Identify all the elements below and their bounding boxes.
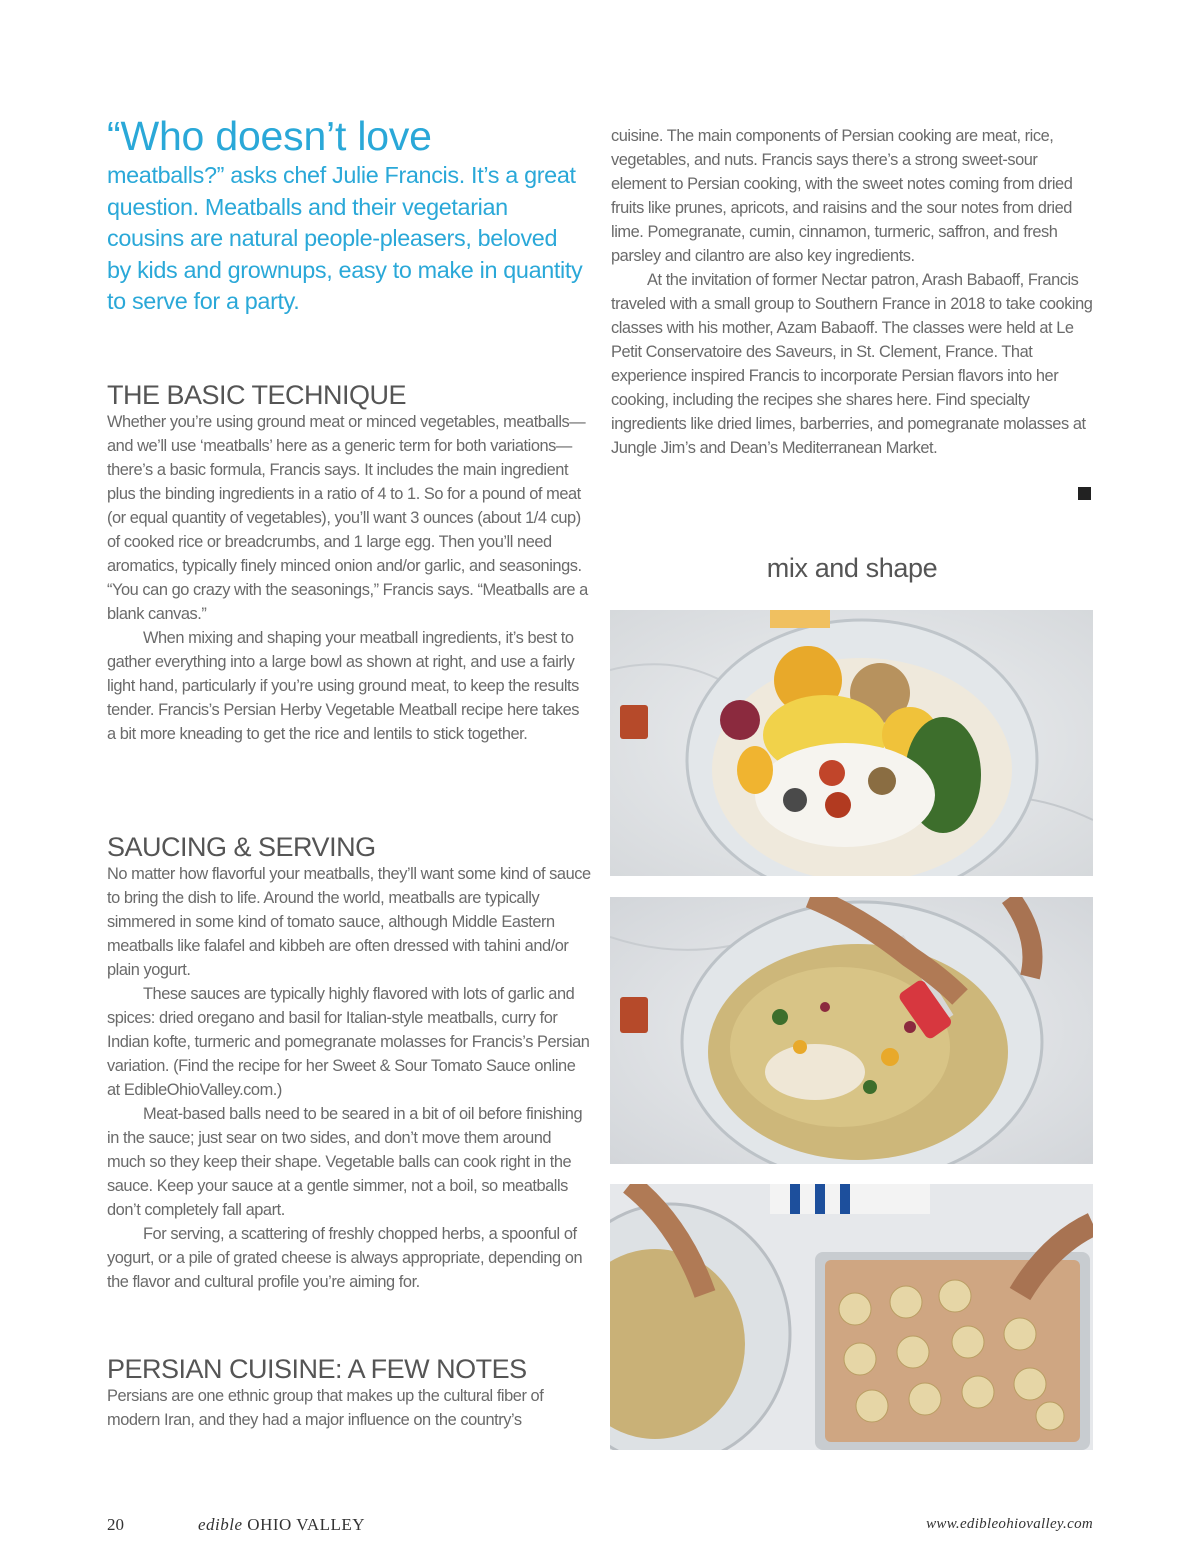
paragraph: Meat-based balls need to be seared in a bit of oil before finishing in the sauce; just sear on two sides, and don’t move them around much so they keep their shape. Vegetable balls can cook right in the sauce. Keep your sauce at a gentle simmer, not a boil, so meatballs don’t completely fall apart. [107, 1105, 583, 1219]
publication-name [198, 1515, 365, 1535]
section-heading: SAUCING & SERVING [107, 832, 376, 862]
section-persian-cuisine [107, 1354, 591, 1432]
page-number: 20 [107, 1515, 124, 1534]
paragraph: No matter how flavorful your meatballs, they’ll want some kind of sauce to bring the dish to life. Around the world, meatballs are typically simmered in some kind of tomato sauce, although Middle Eastern meatballs like falafel and kibbeh are often dressed with tahini and/or plain yogurt. [107, 865, 591, 979]
paragraph: Persians are one ethnic group that makes up the cultural fiber of modern Iran, and they had a major influence on the country’s [107, 1387, 544, 1429]
left-column [107, 112, 591, 1429]
right-column [611, 124, 1093, 460]
paragraph: cuisine. The main components of Persian cooking are meat, rice, vegetables, and nuts. Francis says there’s a strong sweet-sour element to Persian cooking, with the sweet notes coming from dried fruits like prunes, apricots, and raisins and the sour notes from dried lime. Pomegranate, cumin, cinnamon, turmeric, saffron, and fresh parsley and cilantro are also key ingredients. [611, 127, 1073, 265]
photo-ingredients-bowl [610, 610, 1093, 876]
paragraph: Whether you’re using ground meat or minced vegetables, meatballs—and we’ll use ‘meatballs’ here as a generic term for both variations—there’s a basic formula, Francis says. It includes the main ingredient plus the binding ingredients in a ratio of 4 to 1. So for a pound of meat (or equal quantity of vegetables), you’ll want 3 ounces (about 1/4 cup) of cooked rice or breadcrumbs, and 1 large egg. Then you’ll need aromatics, typically finely minced onion and/or garlic, and seasonings. “You can go crazy with the seasonings,” Francis says. “Meatballs are a blank canvas.” [107, 413, 588, 623]
paragraph: At the invitation of former Nectar patron, Arash Babaoff, Francis traveled with a small group to Southern France in 2018 to take cooking classes with his mother, Azam Babaoff. The classes were held at Le Petit Conservatoire des Saveurs, in St. Clement, France. That experience inspired Francis to incorporate Persian flavors into her cooking, including the recipes she shares here. Find specialty ingredients like dried limes, barberries, and pomegranate molasses at Jungle Jim’s and Dean’s Mediterranean Market. [611, 271, 1093, 457]
pull-quote-text: meatballs?” asks chef Julie Francis. It’s a great question. Meatballs and their vegetarian cousins are natural people-pleasers, beloved by kids and grownups, easy to make in quantity to serve for a party. [107, 162, 583, 315]
section-heading: PERSIAN CUISINE: A FEW NOTES [107, 1354, 527, 1384]
section-heading: THE BASIC TECHNIQUE [107, 380, 407, 410]
photo-shaping-meatballs [610, 1184, 1093, 1450]
end-mark-icon [1078, 487, 1091, 500]
photo-section-heading: mix and shape [766, 553, 938, 583]
section-basic-technique [107, 380, 591, 746]
paragraph: When mixing and shaping your meatball ingredients, it’s best to gather everything into a large bowl as shown at right, and use a fairly light hand, particularly if you’re using ground meat, to keep the results tender. Francis’s Persian Herby Vegetable Meatball recipe here takes a bit more kneading to get the rice and lentils to stick together. [107, 629, 580, 743]
brand-italic: edible [198, 1515, 243, 1534]
photo-mixing-bowl [610, 897, 1093, 1164]
brand-rest: OHIO VALLEY [247, 1515, 366, 1534]
paragraph: For serving, a scattering of freshly chopped herbs, a spoonful of yogurt, or a pile of grated cheese is always appropriate, depending on the flavor and cultural profile you’re aiming for. [107, 1225, 583, 1291]
paragraph: These sauces are typically highly flavored with lots of garlic and spices: dried oregano and basil for Italian-style meatballs, curry for Indian kofte, turmeric and pomegranate molasses for Francis’s Persian variation. (Find the recipe for her Sweet & Sour Tomato Sauce online at EdibleOhioValley.com.) [107, 985, 590, 1099]
section-saucing-serving [107, 832, 591, 1294]
pull-quote-first-line: “Who doesn’t love [107, 113, 432, 159]
website-url[interactable]: www.edibleohiovalley.com [926, 1516, 1093, 1532]
